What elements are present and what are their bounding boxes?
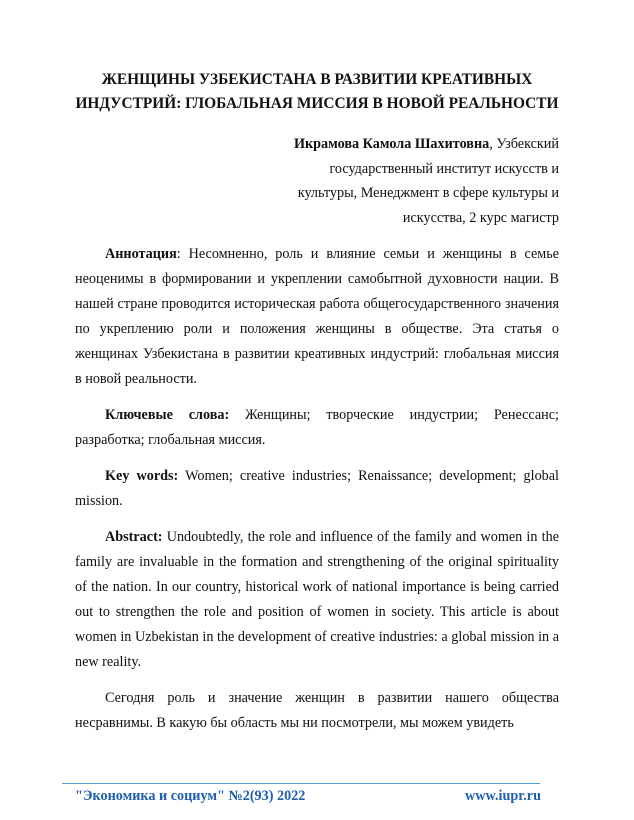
keywords-ru-text: Женщины; творческие индустрии; Ренессанс; разработка; глобальная миссия. <box>75 407 559 448</box>
author-block <box>75 132 559 230</box>
author-affiliation-start: , Узбекский <box>489 136 559 152</box>
keywords-ru-label: Ключевые слова: <box>105 407 230 423</box>
article-title <box>75 68 559 116</box>
author-line-1 <box>75 132 559 157</box>
title-line-2: ИНДУСТРИЙ: ГЛОБАЛЬНАЯ МИССИЯ В НОВОЙ РЕАЛЬНОСТИ <box>75 95 559 112</box>
author-name: Икрамова Камола Шахитовна <box>293 136 490 152</box>
title-line-1: ЖЕНЩИНЫ УЗБЕКИСТАНА В РАЗВИТИИ КРЕАТИВНЫХ <box>101 71 533 88</box>
footer-divider <box>62 783 540 784</box>
abstract-text: Undoubtedly, the role and influence of the family and women in the family are invaluable in the formation and strengthening of the original spirituality of the nation. In our country, historical work of national importance is being carried out to strengthen the role and position of women in society. This article is about women in Uzbekistan in the development of creative industries: a global mission in a new reality. <box>75 529 559 670</box>
annotation-text: : Несомненно, роль и влияние семьи и женщины в семье неоценимы в формировании и укреплении самобытной духовности нации. В нашей стране проводится историческая работа общегосударственного значения по укреплению роли и положения женщины в обществе. Эта статья о женщинах Узбекистана в развитии креативных индустрий: глобальная миссия в новой реальности. <box>75 246 559 387</box>
annotation-paragraph <box>75 242 559 392</box>
footer-journal: "Экономика и социум" №2(93) 2022 <box>75 788 306 804</box>
page-footer <box>75 788 541 805</box>
keywords-en-label: Key words: <box>105 468 179 484</box>
article-content <box>75 68 559 747</box>
keywords-ru-paragraph <box>75 403 559 453</box>
annotation-label: Аннотация <box>105 246 177 262</box>
body-paragraph-1: Сегодня роль и значение женщин в развитии нашего общества несравнимы. В какую бы область мы ни посмотрели, мы можем увидеть <box>75 690 559 731</box>
keywords-en-text: Women; creative industries; Renaissance; development; global mission. <box>75 468 559 509</box>
author-line-2: государственный институт искусств и <box>329 160 559 177</box>
abstract-label: Abstract: <box>105 529 163 545</box>
author-line-3: культуры, Менеджмент в сфере культуры и <box>297 185 559 201</box>
keywords-en-paragraph <box>75 464 559 514</box>
footer-website[interactable]: www.iupr.ru <box>465 788 541 804</box>
author-line-4: искусства, 2 курс магистр <box>402 209 559 226</box>
abstract-paragraph <box>75 525 559 675</box>
